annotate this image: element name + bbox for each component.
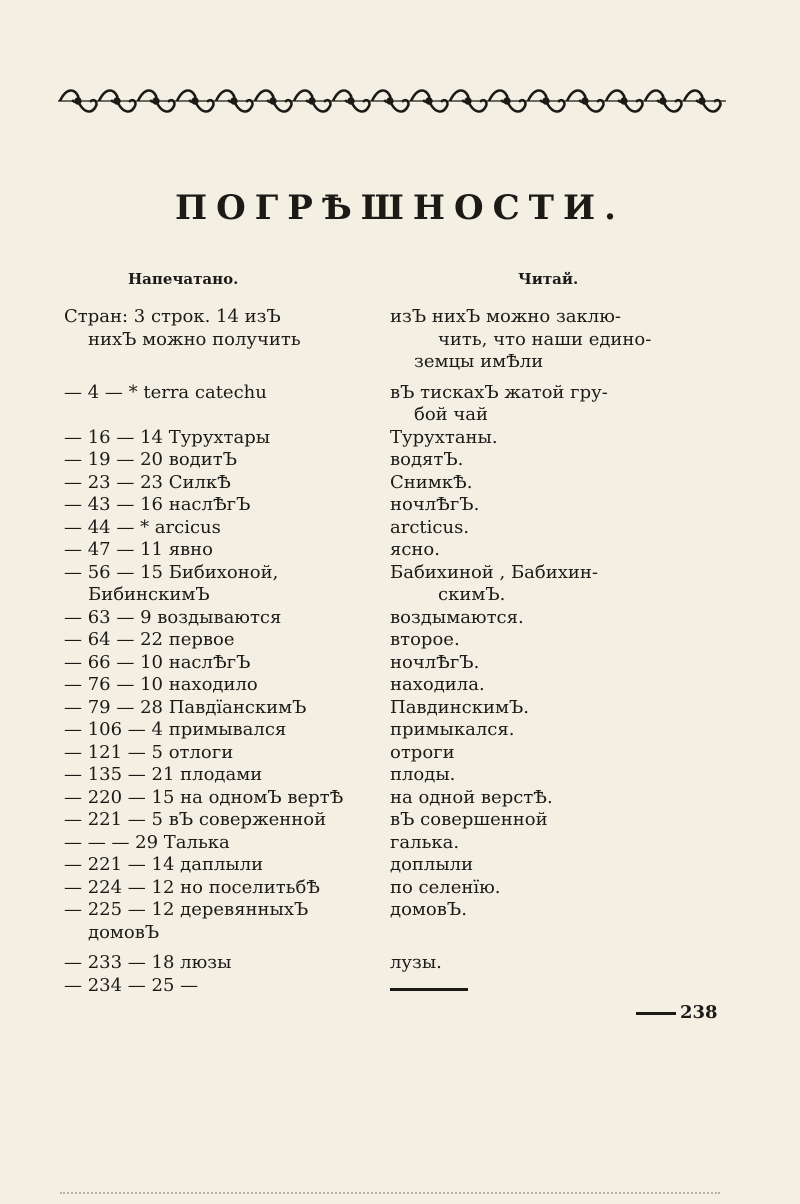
errata-row <box>64 877 724 900</box>
printed-text: — 16 — 14 Турухтары <box>64 426 271 448</box>
correct-text: на одной верстѢ. <box>390 786 553 808</box>
errata-row <box>64 975 724 998</box>
printed-text: Стран: 3 строк. 14 изЪ <box>64 306 281 327</box>
correct-text: ночлѢгЪ. <box>390 651 480 673</box>
errata-row <box>64 427 724 450</box>
errata-row <box>64 494 724 517</box>
correct-text: земцы имѢли <box>414 351 544 372</box>
correct-text: СнимкѢ. <box>390 471 473 493</box>
errata-row <box>64 854 724 877</box>
end-rule <box>390 988 468 991</box>
errata-row <box>64 517 724 540</box>
ornamental-border-icon <box>58 84 726 118</box>
printed-text: — 23 — 23 СилкѢ <box>64 471 231 493</box>
printed-text: — 66 — 10 наслѢгЪ <box>64 651 251 673</box>
errata-row <box>64 832 724 855</box>
printed-text: — 43 — 16 наслѢгЪ <box>64 494 251 515</box>
errata-row <box>64 351 724 374</box>
errata-row <box>64 404 724 427</box>
printed-text: домовЪ <box>88 921 160 943</box>
errata-row <box>64 607 724 630</box>
page-number <box>636 1002 718 1023</box>
printed-text: — 47 — 11 явно <box>64 539 214 560</box>
printed-text <box>64 404 390 427</box>
correct-text <box>414 922 724 945</box>
correct-text: водятЪ. <box>390 449 464 470</box>
errata-row <box>64 742 724 765</box>
printed-text: — 135 — 21 плодами <box>64 764 263 785</box>
printed-text: — 79 — 28 ПавдїанскимЪ <box>64 696 307 718</box>
errata-row <box>64 809 724 832</box>
errata-row <box>64 449 724 472</box>
correct-text: плоды. <box>390 764 456 785</box>
printed-text: — 221 — 14 даплыли <box>64 854 264 875</box>
printed-text: — 4 — * terra catechu <box>64 381 267 403</box>
printed-text: — 225 — 12 деревянныхЪ <box>64 899 309 920</box>
correct-text: скимЪ. <box>438 584 506 605</box>
printed-text: — 106 — 4 примывался <box>64 719 287 740</box>
printed-text: — 64 — 22 первое <box>64 629 235 650</box>
correct-text: ночлѢгЪ. <box>390 494 480 515</box>
errata-row <box>64 922 724 945</box>
correct-text: примыкался. <box>390 719 515 740</box>
errata-row <box>64 329 724 352</box>
errata-row <box>64 306 724 329</box>
page-number-dash <box>636 1012 676 1015</box>
printed-text: БибинскимЪ <box>88 584 210 605</box>
correct-text: изЪ нихЪ можно заклю- <box>390 306 621 327</box>
correct-text: по селенїю. <box>390 876 501 898</box>
correct-text: ПавдинскимЪ. <box>390 696 529 718</box>
correct-text: бой чай <box>414 404 489 425</box>
printed-text: нихЪ можно получить <box>88 328 301 350</box>
printed-text: — 224 — 12 но поселитьбѢ <box>64 876 321 898</box>
printed-text <box>64 351 390 374</box>
correct-text: воздымаются. <box>390 606 524 628</box>
correct-text: Бабихиной , Бабихин- <box>390 561 598 583</box>
errata-row <box>64 674 724 697</box>
printed-text: — 63 — 9 воздываются <box>64 606 282 628</box>
errata-row <box>64 539 724 562</box>
errata-row <box>64 584 724 607</box>
errata-row <box>64 697 724 720</box>
printed-text: — — — 29 Талька <box>64 831 230 853</box>
correct-text: доплыли <box>390 854 474 875</box>
correct-text: arcticus. <box>390 516 470 538</box>
errata-row <box>64 472 724 495</box>
errata-row <box>64 652 724 675</box>
page-number-text: 238 <box>680 1002 718 1023</box>
correct-text: лузы. <box>390 952 442 973</box>
errata-row <box>64 629 724 652</box>
column-header-read: Читай. <box>518 270 579 288</box>
correct-text: отроги <box>390 741 455 763</box>
errata-row <box>64 764 724 787</box>
errata-row <box>64 719 724 742</box>
page-title: ПОГРѢШНОСТИ. <box>175 188 625 228</box>
printed-text: — 76 — 10 находило <box>64 674 258 695</box>
correct-text: вЪ совершенной <box>390 809 548 830</box>
errata-row <box>64 787 724 810</box>
page-edge-strip <box>60 1192 720 1197</box>
correct-text: чить, что наши едино- <box>438 328 652 350</box>
printed-text: — 234 — 25 — <box>64 974 199 996</box>
correct-text: вЪ тискахЪ жатой гру- <box>390 381 608 403</box>
errata-row <box>64 562 724 585</box>
errata-row <box>64 952 724 975</box>
printed-text: — 44 — * arcicus <box>64 516 221 538</box>
correct-text: ясно. <box>390 539 440 560</box>
correct-text: домовЪ. <box>390 899 467 920</box>
correct-text <box>390 975 724 998</box>
errata-list <box>64 306 724 997</box>
errata-row <box>64 382 724 405</box>
printed-text: — 233 — 18 люзы <box>64 952 232 973</box>
correct-text: Турухтаны. <box>390 426 498 448</box>
correct-text: находила. <box>390 674 485 695</box>
printed-text: — 19 — 20 водитЪ <box>64 449 238 470</box>
printed-text: — 220 — 15 на одномЪ вертѢ <box>64 786 344 808</box>
printed-text: — 56 — 15 Бибихоной, <box>64 561 279 583</box>
column-header-printed: Напечатано. <box>128 270 239 288</box>
correct-text: второе. <box>390 629 460 650</box>
printed-text: — 121 — 5 отлоги <box>64 741 234 763</box>
errata-row <box>64 899 724 922</box>
printed-text: — 221 — 5 вЪ соверженной <box>64 809 327 830</box>
correct-text: галька. <box>390 831 460 853</box>
